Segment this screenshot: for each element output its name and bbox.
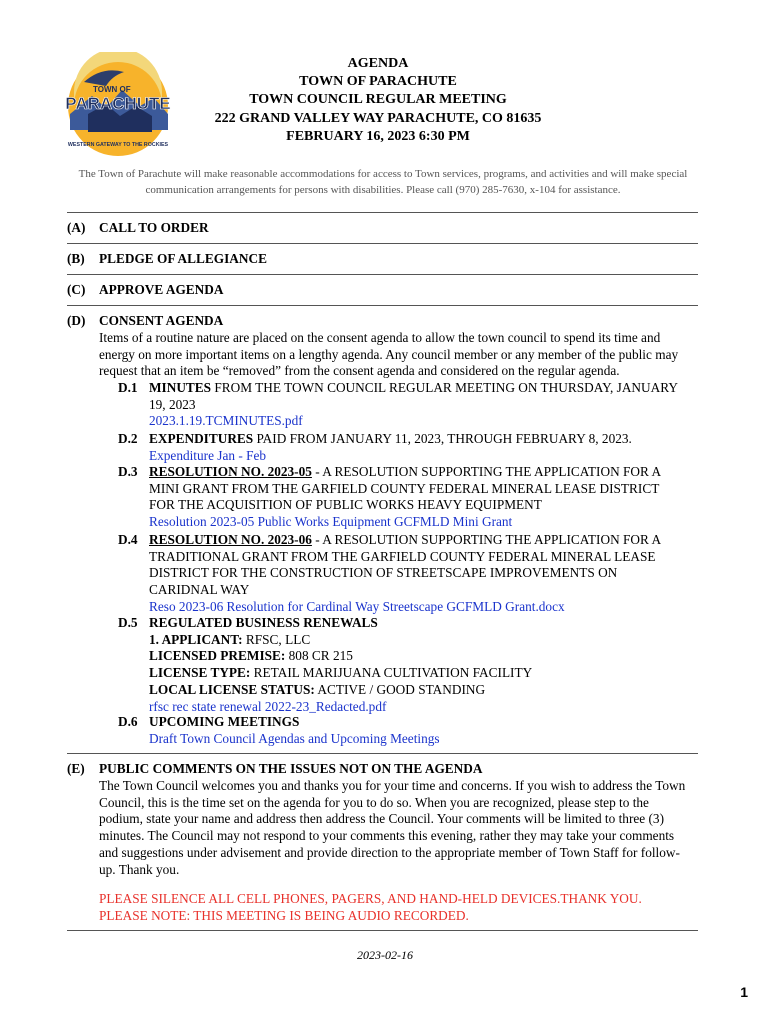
footer-date: 2023-02-16 xyxy=(357,948,413,962)
resolution-2023-05-link[interactable]: Resolution 2023-05 Public Works Equipment GCFMLD Mini Grant xyxy=(149,514,513,530)
silence-phones-notice: PLEASE SILENCE ALL CELL PHONES, PAGERS, AND HAND-HELD DEVICES.THANK YOU. xyxy=(99,891,642,906)
item-text: DISTRICT FOR THE CONSTRUCTION OF STREETSCAPE IMPROVEMENTS ON xyxy=(149,565,618,581)
logo-ring-text: WESTERN GATEWAY TO THE ROCKIES xyxy=(67,142,169,148)
premise-label: LICENSED PREMISE: xyxy=(149,648,286,664)
section-label: (C) xyxy=(67,282,86,297)
expenditure-link[interactable]: Expenditure Jan - Feb xyxy=(149,447,267,463)
notice-line: The Town of Parachute will make reasonable accommodations for access to Town services, programs, and activities and will make special xyxy=(78,168,688,180)
comment-line: and suggestions under advisement and provide direction to the appropriate member of Town Staff for follow- xyxy=(99,844,680,860)
section-title: CALL TO ORDER xyxy=(99,220,209,235)
section-label: (E) xyxy=(67,761,85,776)
logo-top-text: TOWN OF xyxy=(93,85,131,94)
divider xyxy=(67,930,698,931)
item-text: FROM THE TOWN COUNCIL REGULAR MEETING ON THURSDAY, JANUARY xyxy=(211,380,678,395)
item-heading: REGULATED BUSINESS RENEWALS xyxy=(149,615,378,630)
divider xyxy=(67,305,698,306)
public-comments-text xyxy=(99,778,699,878)
item-number: D.4 xyxy=(118,532,138,547)
comment-line: The Town Council welcomes you and thanks you for your time and concerns. If you wish to address the Town xyxy=(99,778,686,793)
header-address: 222 GRAND VALLEY WAY PARACHUTE, CO 81635 xyxy=(214,110,542,126)
applicant-label: 1. APPLICANT: xyxy=(149,631,243,647)
item-text: 19, 2023 xyxy=(149,396,196,412)
license-status-value: ACTIVE / GOOD STANDING xyxy=(314,681,486,697)
section-title: CONSENT AGENDA xyxy=(99,313,224,328)
divider xyxy=(67,753,698,754)
comment-line: Council, this is the time set on the agenda for you to do so. When you are recognized, please step to the xyxy=(99,794,649,810)
section-label: (D) xyxy=(67,313,86,328)
item-text: CARIDNAL WAY xyxy=(149,582,250,598)
item-heading: EXPENDITURES xyxy=(149,431,254,446)
comment-line: minutes. The Council may not respond to your comments this evening, rather they may take your comments xyxy=(99,828,675,844)
license-type-label: LICENSE TYPE: xyxy=(149,665,251,681)
item-text: PAID FROM JANUARY 11, 2023, THROUGH FEBRUARY 8, 2023. xyxy=(253,431,632,446)
consent-description xyxy=(99,330,699,380)
section-label: (B) xyxy=(67,251,85,266)
comment-line: podium, state your name and address then address the Council. Your comments will be limited to three (3) xyxy=(99,811,665,827)
audio-recorded-notice: PLEASE NOTE: THIS MEETING IS BEING AUDIO RECORDED. xyxy=(99,908,469,923)
desc-line: Items of a routine nature are placed on the consent agenda to allow the town council to spend its time and xyxy=(99,330,661,345)
item-heading: RESOLUTION NO. 2023-05 xyxy=(149,464,312,479)
section-title: PLEDGE OF ALLEGIANCE xyxy=(99,251,267,266)
divider xyxy=(67,212,698,213)
item-heading: MINUTES xyxy=(149,380,212,395)
header-datetime: FEBRUARY 16, 2023 6:30 PM xyxy=(286,128,470,144)
item-heading: RESOLUTION NO. 2023-06 xyxy=(149,532,312,547)
rfsc-renewal-link[interactable]: rfsc rec state renewal 2022-23_Redacted.pdf xyxy=(149,698,387,714)
agenda-header xyxy=(190,55,566,146)
item-text: - A RESOLUTION SUPPORTING THE APPLICATION FOR A xyxy=(311,532,662,547)
header-meeting: TOWN COUNCIL REGULAR MEETING xyxy=(249,92,507,108)
item-number: D.6 xyxy=(118,714,138,729)
premise-value: 808 CR 215 xyxy=(285,648,353,664)
divider xyxy=(67,243,698,244)
item-number: D.1 xyxy=(118,380,138,395)
section-label: (A) xyxy=(67,220,86,235)
town-logo xyxy=(62,52,174,160)
upcoming-meetings-link[interactable]: Draft Town Council Agendas and Upcoming Meetings xyxy=(149,730,440,746)
item-number: D.2 xyxy=(118,431,138,446)
item-text: MINI GRANT FROM THE GARFIELD COUNTY FEDERAL MINERAL LEASE DISTRICT xyxy=(149,480,660,496)
accessibility-notice xyxy=(66,166,700,198)
minutes-pdf-link[interactable]: 2023.1.19.TCMINUTES.pdf xyxy=(149,413,303,429)
item-heading: UPCOMING MEETINGS xyxy=(149,714,300,729)
item-text: FOR THE ACQUISITION OF PUBLIC WORKS HEAVY EQUIPMENT xyxy=(149,497,542,513)
license-status-label: LOCAL LICENSE STATUS: xyxy=(149,681,315,697)
section-title: APPROVE AGENDA xyxy=(99,282,224,297)
divider xyxy=(67,274,698,275)
comment-line: up. Thank you. xyxy=(99,861,180,877)
item-number: D.3 xyxy=(118,464,138,479)
page-number: 1 xyxy=(740,984,748,1000)
item-text: TRADITIONAL GRANT FROM THE GARFIELD COUNTY FEDERAL MINERAL LEASE xyxy=(149,548,656,564)
license-type-value: RETAIL MARIJUANA CULTIVATION FACILITY xyxy=(250,665,533,681)
section-title: PUBLIC COMMENTS ON THE ISSUES NOT ON THE AGENDA xyxy=(99,761,483,776)
desc-line: energy on more important items on a lengthy agenda. Any council member or any member of the public may xyxy=(99,346,679,362)
item-number: D.5 xyxy=(118,615,138,630)
header-title: AGENDA xyxy=(347,56,409,71)
applicant-value: RFSC, LLC xyxy=(242,631,311,647)
notice-line: communication arrangements for persons with disabilities. Please call (970) 285-7630, x-104 for assistance. xyxy=(145,184,621,196)
logo-main-text: PARACHUTE xyxy=(65,94,171,113)
desc-line: request that an item be “removed” from the consent agenda and considered on the regular agenda. xyxy=(99,363,620,379)
resolution-2023-06-link[interactable]: Reso 2023-06 Resolution for Cardinal Way Streetscape GCFMLD Grant.docx xyxy=(149,598,565,614)
item-text: - A RESOLUTION SUPPORTING THE APPLICATION FOR A xyxy=(311,464,662,479)
header-town: TOWN OF PARACHUTE xyxy=(299,74,457,90)
